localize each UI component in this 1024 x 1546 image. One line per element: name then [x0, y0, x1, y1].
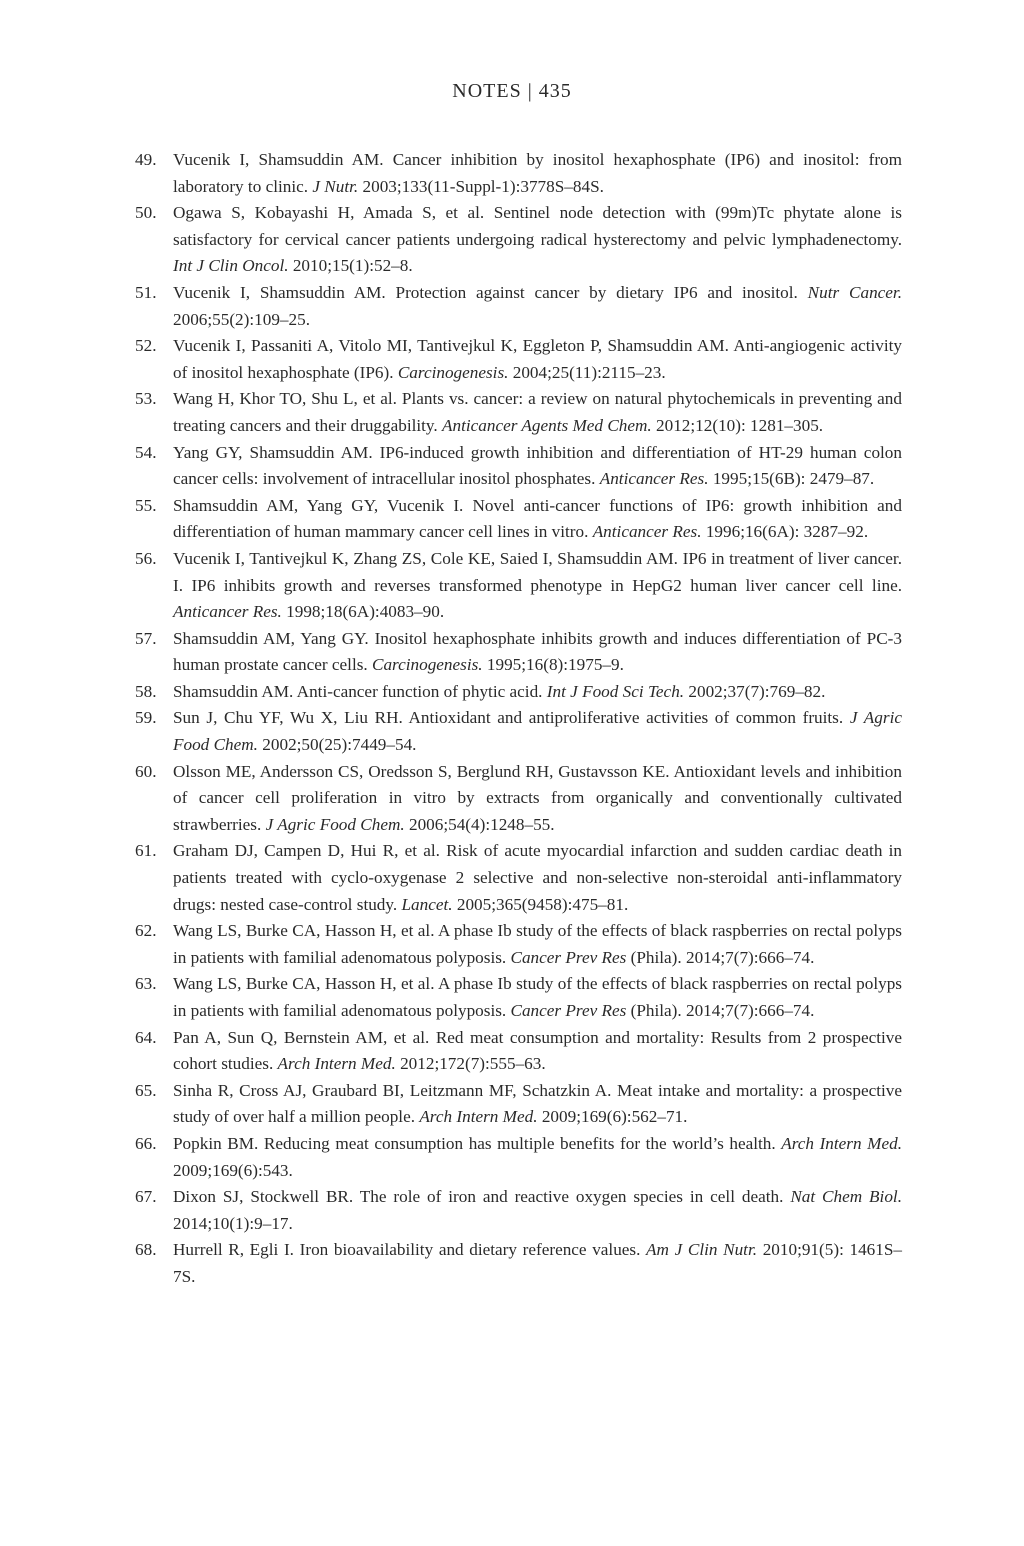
note-item — [135, 1078, 902, 1131]
note-item — [135, 626, 902, 679]
note-text: Popkin BM. Reducing meat consumption has multiple benefits for the world’s health. — [173, 1133, 782, 1153]
journal-title: Cancer Prev Res — [510, 947, 627, 967]
journal-title: Anticancer Agents Med Chem. — [442, 415, 652, 435]
note-text: Vucenik I, Shamsuddin AM. Protection against cancer by dietary IP6 and inositol. — [173, 282, 808, 302]
journal-title: Arch Intern Med. — [419, 1107, 538, 1127]
note-number: 50. — [135, 203, 157, 223]
note-citation: 2006;54(4):1248–55. — [404, 814, 555, 834]
note-citation: 2012;172(7):555–63. — [395, 1054, 546, 1074]
journal-title: Anticancer Res. — [599, 469, 709, 489]
note-item — [135, 1237, 902, 1290]
journal-title: Int J Clin Oncol. — [173, 256, 289, 276]
note-number: 68. — [135, 1240, 157, 1260]
journal-title: Nat Chem Biol. — [790, 1187, 902, 1207]
note-text: Shamsuddin AM. Anti-cancer function of phytic acid. — [173, 681, 547, 701]
note-item — [135, 838, 902, 918]
note-number: 63. — [135, 974, 157, 994]
note-citation: 2003;133(11-Suppl-1):3778S–84S. — [358, 176, 604, 196]
note-number: 53. — [135, 389, 157, 409]
journal-title: Anticancer Res. — [173, 602, 282, 622]
note-citation: 1995;15(6B): 2479–87. — [708, 469, 875, 489]
note-text: Hurrell R, Egli I. Iron bioavailability and dietary reference values. — [173, 1240, 647, 1260]
note-text: Vucenik I, Passaniti A, Vitolo MI, Tantivejkul K, Eggleton P, Shamsuddin AM. Anti-angiogenic activity of inositol hexaphosphate (IP6). — [173, 336, 902, 382]
page-number: 435 — [538, 80, 572, 102]
note-citation: (Phila). 2014;7(7):666–74. — [626, 1001, 815, 1020]
note-citation: (Phila). 2014;7(7):666–74. — [626, 947, 815, 967]
note-number: 61. — [135, 841, 157, 861]
note-text: Dixon SJ, Stockwell BR. The role of iron and reactive oxygen species in cell death. — [173, 1187, 791, 1207]
note-citation: 2002;37(7):769–82. — [684, 681, 826, 701]
journal-title: Carcinogenesis. — [397, 362, 509, 382]
note-text: Vucenik I, Shamsuddin AM. Cancer inhibition by inositol hexaphosphate (IP6) and inositol: from laboratory to clinic. — [173, 150, 902, 196]
journal-title: Nutr Cancer. — [807, 282, 902, 302]
journal-title: Am J Clin Nutr. — [646, 1240, 758, 1260]
note-item — [135, 918, 902, 971]
note-citation: 2012;12(10): 1281–305. — [651, 415, 824, 435]
note-number: 51. — [135, 282, 157, 302]
note-citation: 2005;365(9458):475–81. — [452, 894, 629, 914]
journal-title: Cancer Prev Res — [510, 1001, 627, 1020]
note-citation: 1998;18(6A):4083–90. — [281, 602, 445, 622]
note-text: Olsson ME, Andersson CS, Oredsson S, Berglund RH, Gustavsson KE. Antioxidant levels and inhibition of cancer cell proliferation in vitro by extracts from organically and conventionally cultivated strawberries. — [173, 761, 902, 834]
note-item — [135, 1131, 902, 1184]
note-text: Pan A, Sun Q, Bernstein AM, et al. Red meat consumption and mortality: Results from 2 prospective cohort studies. — [173, 1027, 902, 1074]
note-number: 56. — [135, 548, 157, 568]
note-number: 49. — [135, 150, 157, 169]
note-number: 52. — [135, 336, 157, 356]
note-item — [135, 386, 902, 439]
journal-title: Arch Intern Med. — [277, 1054, 396, 1074]
journal-title: J Agric Food Chem. — [173, 708, 902, 755]
note-number: 62. — [135, 921, 157, 941]
note-item — [135, 546, 902, 626]
journal-title: Arch Intern Med. — [781, 1133, 902, 1153]
note-item — [135, 971, 902, 1024]
note-citation: 2002;50(25):7449–54. — [257, 735, 417, 755]
note-text: Wang LS, Burke CA, Hasson H, et al. A phase Ib study of the effects of black raspberries on rectal polyps in patients with familial adenomatous polyposis. — [173, 974, 902, 1020]
journal-title: Lancet. — [401, 894, 453, 914]
note-item — [135, 440, 902, 493]
note-item — [135, 705, 902, 758]
note-citation: 1996;16(6A): 3287–92. — [701, 522, 869, 542]
note-text: Wang LS, Burke CA, Hasson H, et al. A phase Ib study of the effects of black raspberries on rectal polyps in patients with familial adenomatous polyposis. — [173, 921, 902, 967]
note-item — [135, 333, 902, 386]
journal-title: J Nutr. — [312, 176, 359, 196]
note-item — [135, 1025, 902, 1078]
note-text: Sinha R, Cross AJ, Graubard BI, Leitzmann MF, Schatzkin A. Meat intake and mortality: a prospective study of over half a million people. — [173, 1080, 902, 1127]
note-text: Sun J, Chu YF, Wu X, Liu RH. Antioxidant and antiproliferative activities of common fruits. — [173, 708, 850, 728]
notes-list — [135, 147, 902, 1291]
note-item — [135, 1184, 902, 1237]
note-item — [135, 200, 902, 280]
note-item — [135, 147, 902, 200]
note-number: 58. — [135, 681, 157, 701]
note-number: 64. — [135, 1027, 157, 1047]
note-number: 57. — [135, 628, 157, 648]
journal-title: Int J Food Sci Tech. — [546, 681, 685, 701]
note-text: Shamsuddin AM, Yang GY. Inositol hexaphosphate inhibits growth and induces differentiation of PC-3 human prostate cancer cells. — [173, 628, 902, 675]
note-number: 54. — [135, 442, 157, 462]
note-text: Graham DJ, Campen D, Hui R, et al. Risk of acute myocardial infarction and sudden cardiac death in patients treated with cyclo-oxygenase 2 selective and non-selective non-steroidal anti-inflammatory drugs: nested case-control study. — [173, 841, 902, 914]
note-item — [135, 759, 902, 839]
journal-title: Carcinogenesis. — [372, 655, 483, 675]
note-item — [135, 280, 902, 333]
note-number: 59. — [135, 708, 157, 728]
note-item — [135, 493, 902, 546]
note-text: Ogawa S, Kobayashi H, Amada S, et al. Sentinel node detection with (99m)Tc phytate alone is satisfactory for cervical cancer patients undergoing radical hysterectomy and pelvic lymphadenectomy. — [173, 203, 902, 249]
note-citation: 2009;169(6):562–71. — [537, 1107, 688, 1127]
note-text: Vucenik I, Tantivejkul K, Zhang ZS, Cole KE, Saied I, Shamsuddin AM. IP6 in treatment of liver cancer. I. IP6 inhibits growth and reverses transformed phenotype in HepG2 human liver cancer cell line. — [173, 548, 902, 595]
note-number: 55. — [135, 495, 157, 515]
note-citation: 2009;169(6):543. — [173, 1160, 293, 1180]
note-number: 60. — [135, 761, 157, 781]
journal-title: J Agric Food Chem. — [265, 814, 405, 834]
note-number: 65. — [135, 1080, 157, 1100]
section-title: NOTES — [452, 80, 522, 102]
note-text: Yang GY, Shamsuddin AM. IP6-induced growth inhibition and differentiation of HT-29 human colon cancer cells: involvement of intracellular inositol phosphates. — [173, 442, 902, 489]
note-citation: 2010;15(1):52–8. — [288, 256, 413, 276]
note-citation: 1995;16(8):1975–9. — [482, 655, 624, 675]
note-item — [135, 679, 902, 706]
note-citation: 2014;10(1):9–17. — [173, 1213, 293, 1233]
journal-title: Anticancer Res. — [592, 522, 702, 542]
note-text: Shamsuddin AM, Yang GY, Vucenik I. Novel anti-cancer functions of IP6: growth inhibition and differentiation of human mammary cancer cell lines in vitro. — [173, 495, 902, 542]
note-number: 66. — [135, 1133, 157, 1153]
note-number: 67. — [135, 1187, 157, 1207]
note-citation: 2004;25(11):2115–23. — [508, 362, 666, 382]
note-citation: 2010;91(5): 1461S–7S. — [173, 1240, 903, 1286]
header-separator: | — [527, 80, 533, 102]
note-text: Wang H, Khor TO, Shu L, et al. Plants vs. cancer: a review on natural phytochemicals in preventing and treating cancers and their druggability. — [173, 389, 902, 435]
note-citation: 2006;55(2):109–25. — [173, 309, 311, 329]
running-header — [0, 78, 1024, 104]
